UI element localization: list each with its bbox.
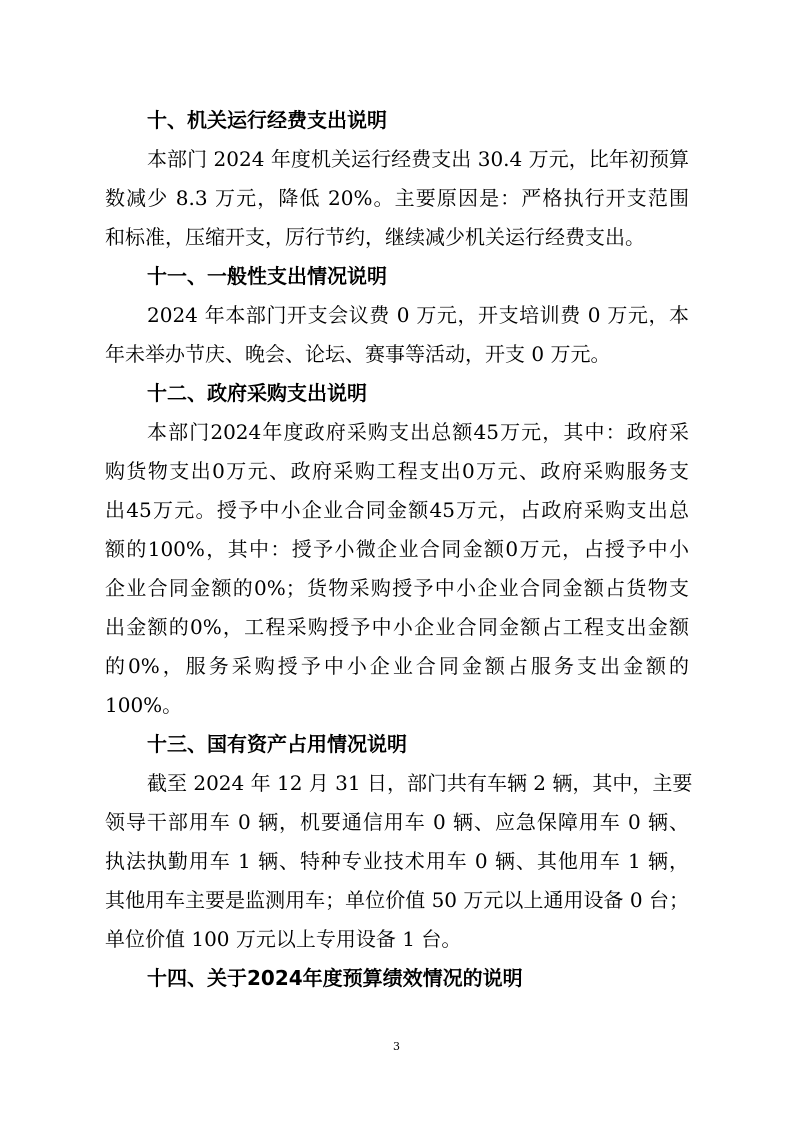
text-line: 的0%，服务采购授予中小企业合同金额占服务支出金额的 bbox=[105, 654, 689, 678]
page-number: 3 bbox=[393, 1040, 400, 1053]
section-heading-general-expenses: 十一、一般性支出情况说明 bbox=[147, 264, 387, 288]
text-line: 100%。 bbox=[105, 693, 183, 717]
text-line: 企业合同金额的0%；货物采购授予中小企业合同金额占货物支 bbox=[105, 576, 689, 600]
section-heading-performance: 十四、关于2024年度预算绩效情况的说明 bbox=[147, 966, 523, 990]
text-line: 出45万元。授予中小企业合同金额45万元，占政府采购支出总 bbox=[105, 498, 689, 522]
section-heading-government-procurement: 十二、政府采购支出说明 bbox=[147, 381, 367, 405]
text-line: 本部门 2024 年度机关运行经费支出 30.4 万元，比年初预算 bbox=[147, 147, 689, 171]
paragraph-operating-expenses bbox=[105, 140, 689, 257]
text-line: 购货物支出0万元、政府采购工程支出0万元、政府采购服务支 bbox=[105, 459, 689, 483]
text-line: 额的100%，其中：授予小微企业合同金额0万元，占授予中小 bbox=[105, 537, 689, 561]
text-line: 出金额的0%，工程采购授予中小企业合同金额占工程支出金额 bbox=[105, 615, 689, 639]
text-line: 数减少 8.3 万元，降低 20%。主要原因是：严格执行开支范围 bbox=[105, 186, 689, 210]
page-content bbox=[105, 101, 693, 998]
text-line: 本部门2024年度政府采购支出总额45万元，其中：政府采 bbox=[147, 420, 689, 444]
text-line: 截至 2024 年 12 月 31 日，部门共有车辆 2 辆，其中，主要 bbox=[147, 771, 693, 795]
text-line: 年未举办节庆、晚会、论坛、赛事等活动，开支 0 万元。 bbox=[105, 342, 611, 366]
paragraph-general-expenses bbox=[105, 296, 689, 374]
text-line: 执法执勤用车 1 辆、特种专业技术用车 0 辆、其他用车 1 辆， bbox=[105, 849, 689, 873]
paragraph-government-procurement bbox=[105, 413, 689, 725]
paragraph-state-assets bbox=[105, 764, 693, 959]
text-line: 其他用车主要是监测用车；单位价值 50 万元以上通用设备 0 台； bbox=[105, 888, 689, 912]
section-heading-state-assets: 十三、国有资产占用情况说明 bbox=[147, 732, 407, 756]
section-heading-operating-expenses: 十、机关运行经费支出说明 bbox=[147, 108, 387, 132]
text-line: 单位价值 100 万元以上专用设备 1 台。 bbox=[105, 927, 462, 951]
text-line: 2024 年本部门开支会议费 0 万元，开支培训费 0 万元，本 bbox=[147, 303, 689, 327]
text-line: 领导干部用车 0 辆，机要通信用车 0 辆、应急保障用车 0 辆、 bbox=[105, 810, 689, 834]
text-line: 和标准，压缩开支，厉行节约，继续减少机关运行经费支出。 bbox=[105, 225, 645, 249]
